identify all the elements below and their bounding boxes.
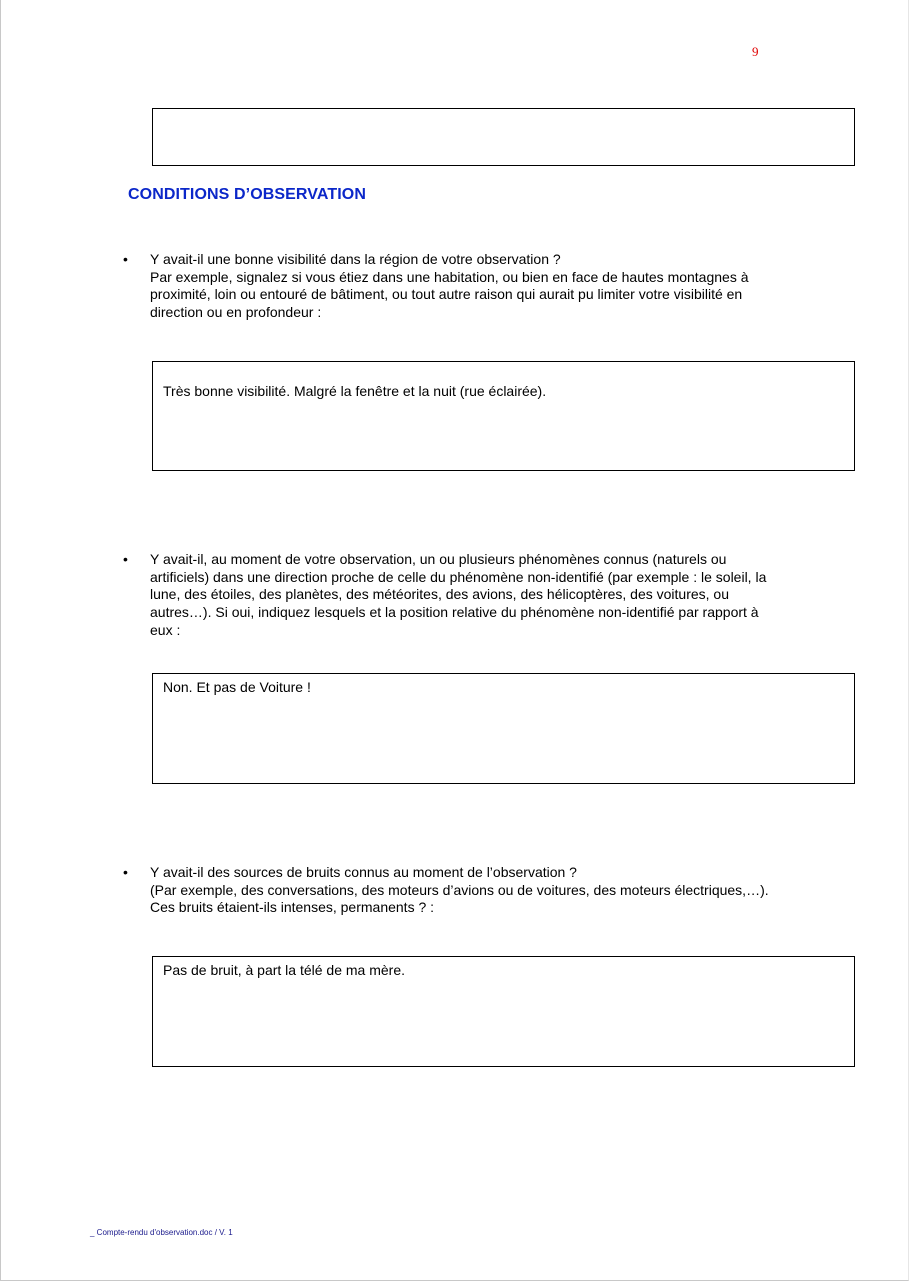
- question-line: Y avait-il, au moment de votre observation, un ou plusieurs phénomènes connus (naturels ou: [150, 551, 727, 567]
- question-noise-sources: [123, 864, 823, 917]
- answer-box-known-phenomena[interactable]: [152, 673, 855, 784]
- document-footer: _ Compte-rendu d'observation.doc / V. 1: [90, 1228, 233, 1237]
- question-text: [150, 864, 823, 917]
- page-number: 9: [752, 44, 759, 59]
- question-visibility: [123, 251, 823, 322]
- question-text: [150, 551, 823, 640]
- question-line: (Par exemple, des conversations, des moteurs d’avions ou de voitures, des moteurs électriques,…).: [150, 881, 769, 898]
- question-known-phenomena: [123, 551, 823, 640]
- section-title: CONDITIONS D’OBSERVATION: [128, 186, 366, 203]
- answer-box-noise-sources[interactable]: [152, 956, 855, 1067]
- bullet: •: [123, 864, 128, 880]
- question-line: Y avait-il une bonne visibilité dans la région de votre observation ?: [150, 251, 561, 267]
- question-text: [150, 251, 823, 322]
- question-line: Y avait-il des sources de bruits connus au moment de l’observation ?: [150, 864, 577, 880]
- answer-text: Très bonne visibilité. Malgré la fenêtre et la nuit (rue éclairée).: [163, 383, 547, 399]
- bullet: •: [123, 551, 128, 567]
- question-line: artificiels) dans une direction proche de celle du phénomène non-identifié (par exemple : le soleil, la: [150, 568, 767, 585]
- question-line: Ces bruits étaient-ils intenses, permanents ? :: [150, 899, 435, 916]
- question-line: lune, des étoiles, des planètes, des météorites, des avions, des hélicoptères, des voitures, ou: [150, 586, 730, 603]
- answer-text: Non. Et pas de Voiture !: [163, 679, 311, 695]
- question-line: direction ou en profondeur :: [150, 304, 322, 321]
- question-line: Par exemple, signalez si vous étiez dans une habitation, ou bien en face de hautes montagnes à: [150, 268, 749, 285]
- bullet: •: [123, 251, 128, 267]
- question-line: eux :: [150, 621, 181, 638]
- question-line: proximité, loin ou entouré de bâtiment, ou tout autre raison qui aurait pu limiter votre visibilité en: [150, 286, 743, 303]
- question-line: autres…). Si oui, indiquez lesquels et la position relative du phénomène non-identifié par rapport à: [150, 604, 759, 621]
- answer-text: Pas de bruit, à part la télé de ma mère.: [163, 962, 406, 978]
- previous-answer-box: [152, 108, 855, 166]
- answer-box-visibility[interactable]: [152, 361, 855, 471]
